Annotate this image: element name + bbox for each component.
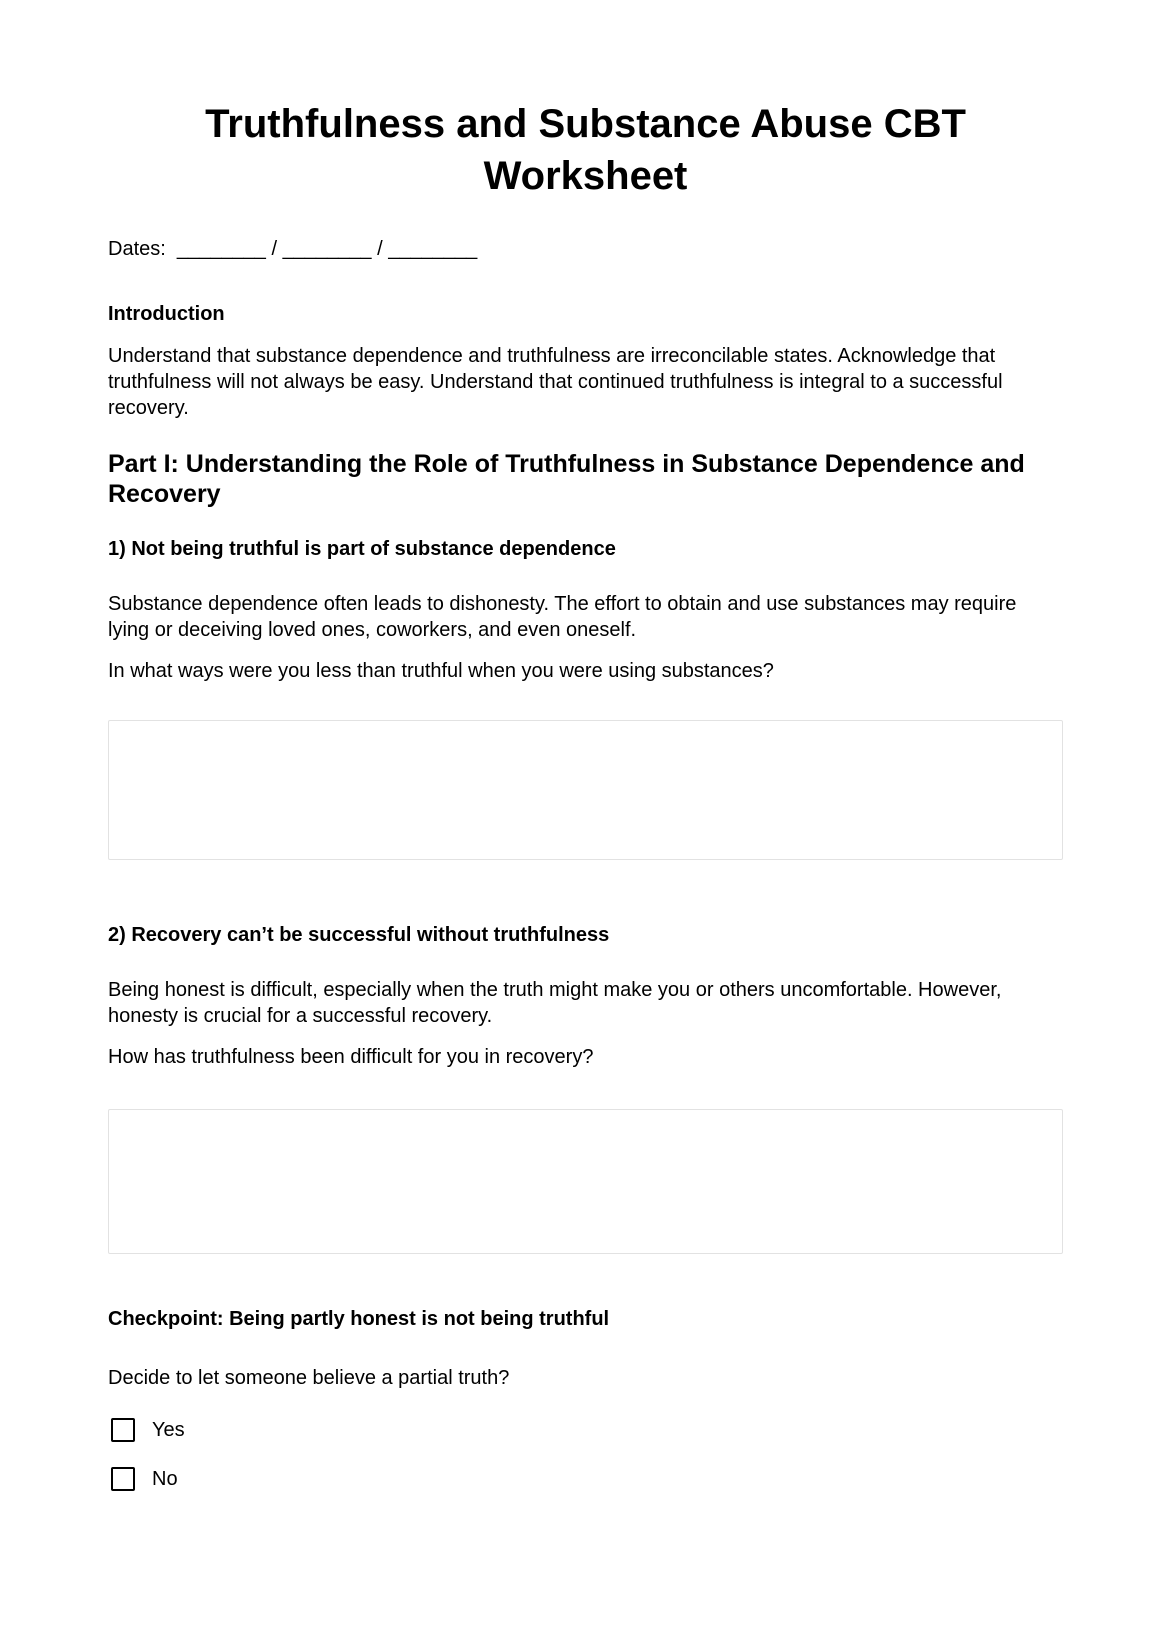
part1-heading: Part I: Understanding the Role of Truthfulness in Substance Dependence and Recovery [108, 450, 1025, 508]
page-title: Truthfulness and Substance Abuse CBT Worksheet [205, 102, 966, 198]
question2-body: Being honest is difficult, especially when the truth might make you or others uncomfortable. However, honesty is crucial for a successful recovery. [108, 979, 1002, 1027]
yes-checkbox-icon[interactable] [111, 1418, 135, 1442]
checkpoint-option-yes[interactable] [108, 1417, 1063, 1443]
question2-heading: 2) Recovery can’t be successful without truthfulness [108, 924, 610, 946]
dates-field[interactable]: Dates: ________ / ________ / ________ [108, 238, 478, 260]
question1-body: Substance dependence often leads to dishonesty. The effort to obtain and use substances may require lying or deceiving loved ones, coworkers, and even oneself. [108, 593, 1017, 641]
introduction-body: Understand that substance dependence and truthfulness are irreconcilable states. Acknowledge that truthfulness will not always be easy. Understand that continued truthfulness is integral to a successful recovery. [108, 345, 1003, 419]
introduction-heading: Introduction [108, 303, 225, 325]
yes-checkbox-label: Yes [152, 1419, 185, 1441]
question2-prompt: How has truthfulness been difficult for you in recovery? [108, 1046, 594, 1068]
no-checkbox-icon[interactable] [111, 1467, 135, 1491]
question2-answer-input[interactable] [108, 1109, 1063, 1254]
no-checkbox-label: No [152, 1468, 178, 1490]
question1-heading: 1) Not being truthful is part of substance dependence [108, 538, 616, 560]
question1-prompt: In what ways were you less than truthful when you were using substances? [108, 660, 774, 682]
checkpoint-prompt: Decide to let someone believe a partial truth? [108, 1367, 510, 1389]
checkpoint-heading: Checkpoint: Being partly honest is not being truthful [108, 1308, 610, 1330]
checkpoint-option-no[interactable] [108, 1466, 1063, 1492]
question1-answer-input[interactable] [108, 720, 1063, 860]
